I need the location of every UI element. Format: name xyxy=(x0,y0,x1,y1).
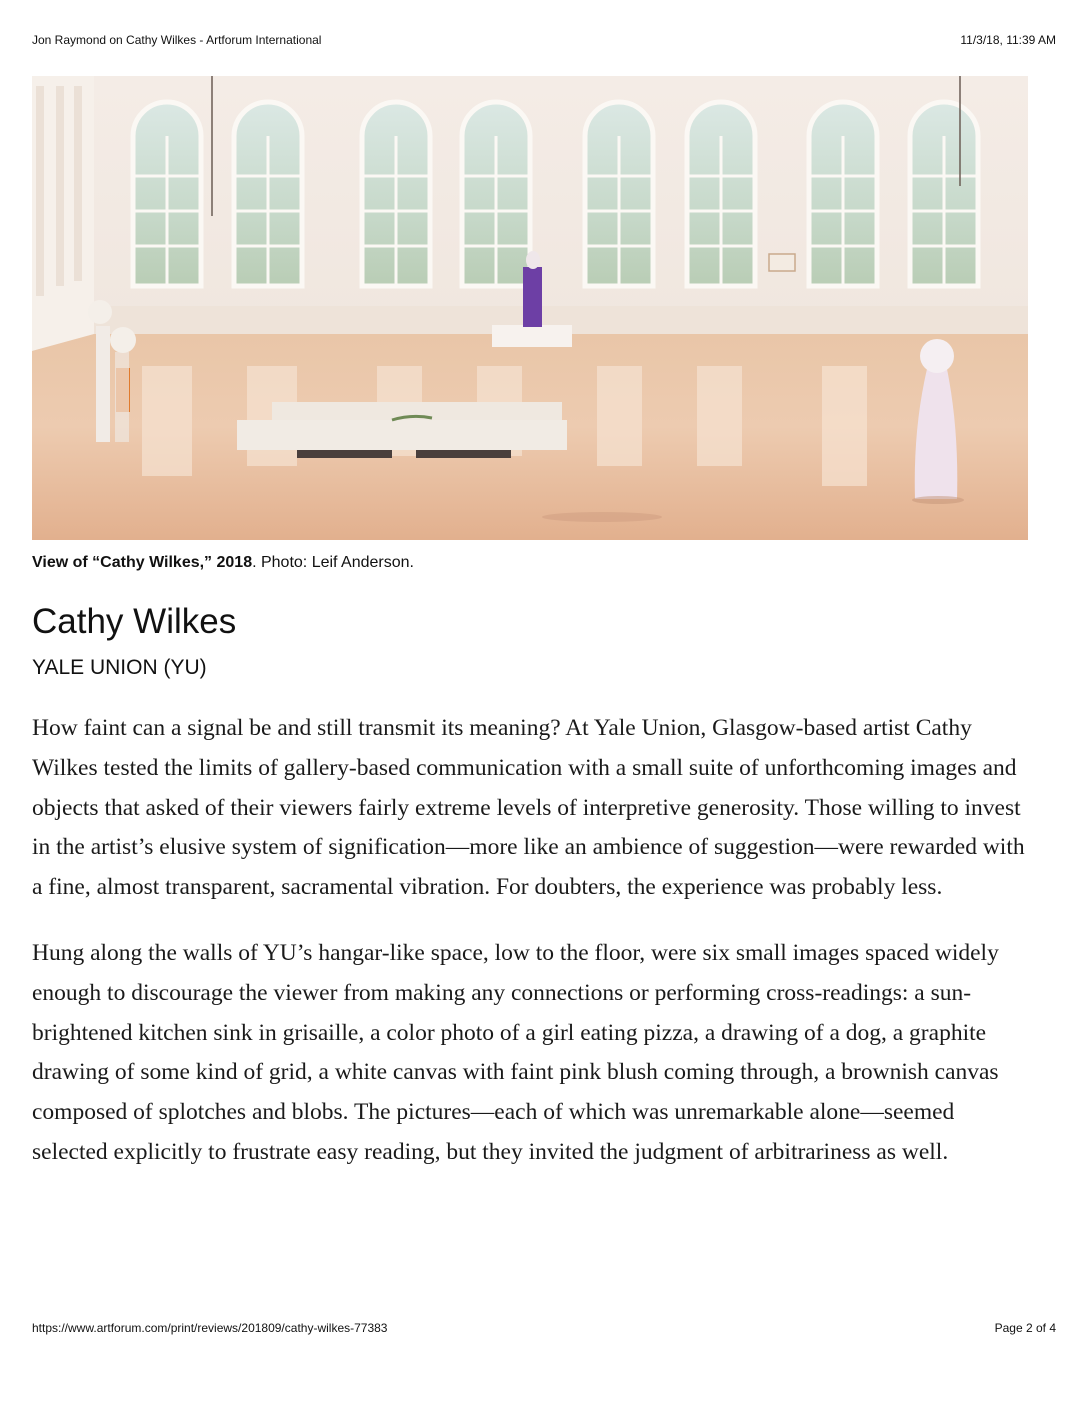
page-number: Page 2 of 4 xyxy=(994,1321,1056,1335)
article-body xyxy=(32,709,1032,1199)
document-title: Jon Raymond on Cathy Wilkes - Artforum International xyxy=(32,33,322,47)
print-timestamp: 11/3/18, 11:39 AM xyxy=(960,33,1056,47)
photo-caption xyxy=(32,552,1032,574)
venue-name: YALE UNION (YU) xyxy=(32,656,207,679)
gallery-photo xyxy=(32,76,1028,540)
caption-title: View of “Cathy Wilkes,” 2018 xyxy=(32,554,253,571)
page-url[interactable]: https://www.artforum.com/print/reviews/201809/cathy-wilkes-77383 xyxy=(32,1321,388,1335)
article-paragraph: How faint can a signal be and still transmit its meaning? At Yale Union, Glasgow-based artist Cathy Wilkes tested the limits of gallery-based communication with a small suite of unforthcoming images and objects that asked of their viewers fairly extreme levels of interpretive generosity. Those willing to invest in the artist’s elusive system of signification—more like an ambience of suggestion—were rewarded with a fine, almost transparent, sacramental vibration. For doubters, the experience was probably less. xyxy=(32,715,1025,901)
article-paragraph: Hung along the walls of YU’s hangar-like space, low to the floor, were six small images spaced widely enough to discourage the viewer from making any connections or performing cross-readings: a sun-brightened kitchen sink in grisaille, a color photo of a girl eating pizza, a drawing of a dog, a graphite drawing of some kind of grid, a white canvas with faint pink blush coming through, a brownish canvas composed of splotches and blobs. The pictures—each of which was unremarkable alone—seemed selected explicitly to frustrate easy reading, but they invited the judgment of arbitrariness as well. xyxy=(32,939,999,1165)
page-header xyxy=(32,32,1056,48)
article-title: Cathy Wilkes xyxy=(32,602,237,641)
page-footer xyxy=(32,1320,1056,1336)
caption-credit: . Photo: Leif Anderson. xyxy=(252,554,414,571)
